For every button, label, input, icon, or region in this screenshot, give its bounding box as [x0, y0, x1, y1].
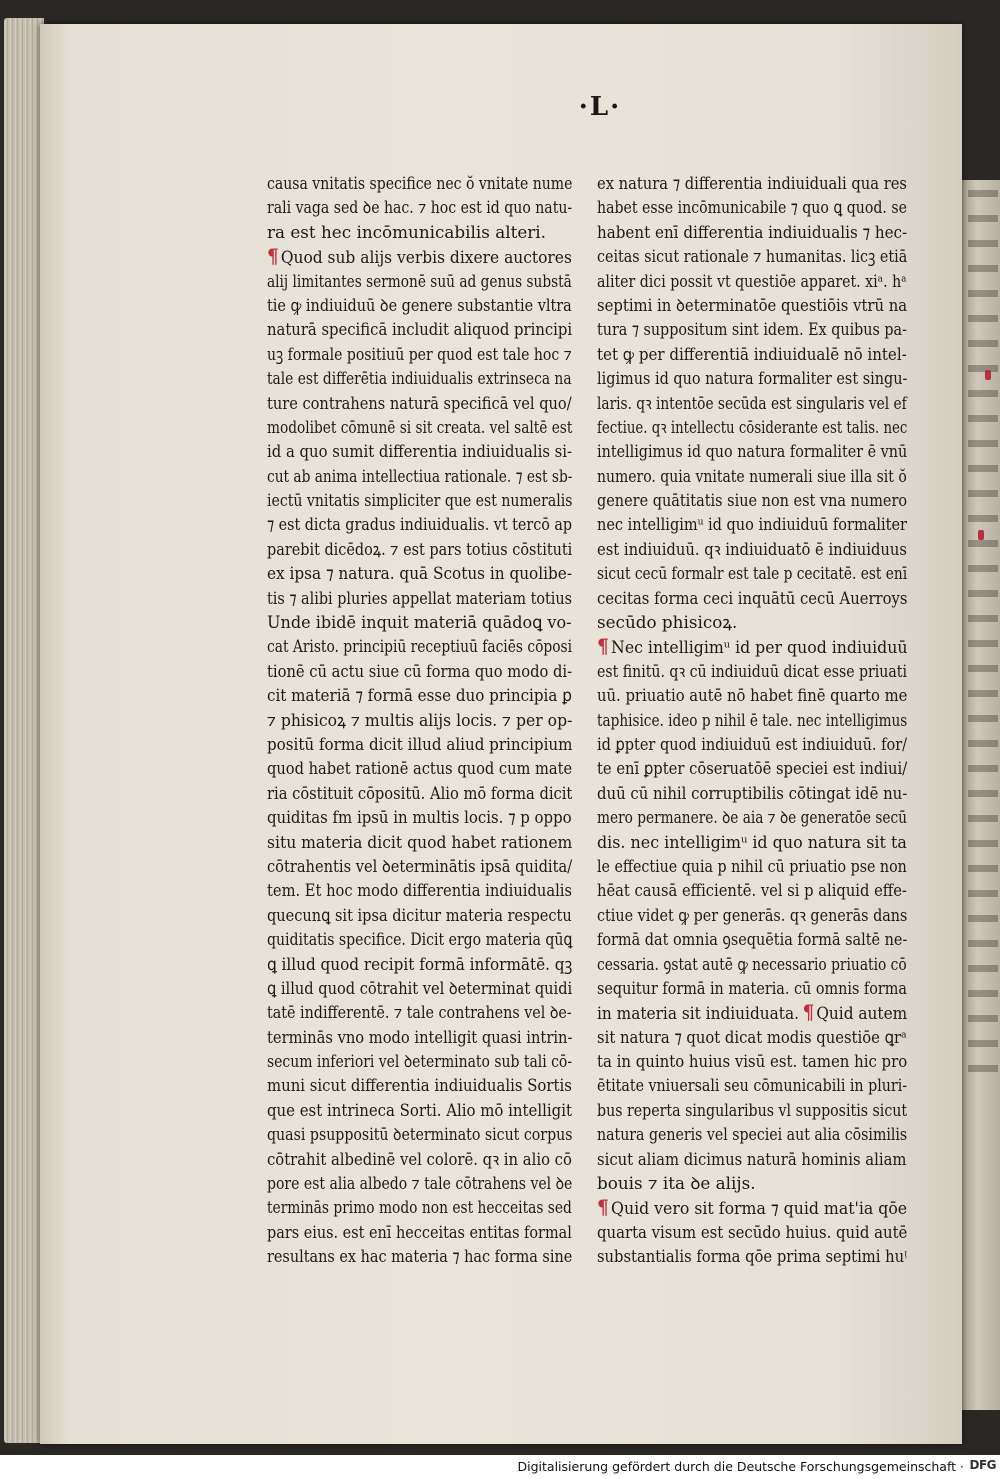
next-leaf-rubric-mark [978, 530, 984, 540]
page-block-edges [4, 18, 44, 1443]
text-line [267, 1122, 573, 1146]
line-text: habet esse incōmunicabile ⁊ quo ꝗ quod. se [597, 197, 907, 218]
footer-credit: Digitalisierung gefördert durch die Deutsche Forschungsgemeinschaft · [517, 1459, 964, 1474]
dfg-logo: DFG [969, 1458, 996, 1472]
line-text: Quod sub alijs verbis dixere auctores [280, 247, 572, 268]
line-text: quasi psuppositū ꝺeterminato sicut corpus [267, 1124, 573, 1145]
line-text: ꝗ illud quod recipit formā informātē. qꝫ [267, 953, 573, 974]
text-line [597, 366, 908, 390]
line-text: tatē indifferentē. ⁊ tale contrahens vel ꝺe- [267, 1002, 572, 1023]
text-line [267, 561, 572, 585]
line-text: muni sicut differentia indiuidualis Sortis [267, 1075, 572, 1096]
line-text: resultans ex hac materia ⁊ hac forma sine [267, 1246, 573, 1267]
text-line [597, 1147, 907, 1171]
line-text: quiditatis specifice. Dicit ergo materia qūꝗ [267, 929, 573, 950]
line-text: duū cū nihil corruptibilis cōtingat idē nu- [597, 782, 908, 803]
text-line [597, 732, 908, 756]
text-line [597, 1195, 908, 1220]
line-text: genere quātitatis siue non est vna numero [597, 490, 908, 511]
text-line [597, 903, 908, 927]
text-line [267, 659, 573, 683]
line-text: taphisice. ideo p nihil ē tale. nec intelligimus [597, 709, 908, 730]
text-line [267, 708, 573, 732]
text-line [267, 1098, 572, 1122]
line-text: ꝗ illud quod cōtrahit vel ꝺeterminat quidi [267, 977, 573, 998]
line-text: septimi in ꝺeterminatōe questiōis vtrū na [597, 294, 908, 315]
line-text: ria cōstituit cōpositū. Alio mō forma dicit [267, 782, 573, 803]
line-text: Nec intelligimᵘ id per quod indiuiduū [611, 637, 908, 658]
line-text: tale est differētia indiuidualis extrinseca na [267, 368, 572, 389]
line-text: uū. priuatio autē nō habet finē quarto me [597, 685, 908, 706]
text-line [267, 1244, 573, 1268]
line-text: numero. quia vnitate numerali siue illa sit ŏ [597, 465, 907, 486]
text-line [597, 171, 907, 195]
text-line [597, 1000, 908, 1025]
line-text: nec intelligimᵘ id quo indiuiduū formaliter [597, 514, 907, 535]
line-text: secūdo phisicoꝝ. [597, 612, 738, 633]
line-text: sicut cecū formalr est tale p cecitatē. est enī [597, 563, 908, 584]
line-text: id ꝑpter quod indiuiduū est indiuiduū. for/ [597, 733, 908, 754]
left-text-column [267, 171, 572, 1269]
folio-number: ·L· [578, 92, 622, 122]
text-line [597, 391, 907, 415]
text-line [267, 952, 573, 976]
text-line [597, 561, 908, 585]
line-text: le effectiue quia p nihil cū priuatio pse non [597, 855, 907, 876]
text-line [267, 781, 573, 805]
text-line [597, 756, 908, 780]
text-line [597, 683, 908, 707]
text-line [597, 537, 907, 561]
line-text: modolibet cōmunē si sit creata. vel saltē est [267, 416, 573, 437]
line-text: mero permanere. ꝺe aia ⁊ ꝺe generatōe secū [597, 807, 907, 828]
text-line [267, 317, 573, 341]
line-text: parebit dicēdoꝝ. ⁊ est pars totius cōstituti [267, 538, 573, 559]
text-line [597, 878, 907, 902]
line-text: ta in quinto huius visū est. tamen hic pro [597, 1051, 908, 1072]
text-line [267, 1000, 572, 1024]
text-line [597, 952, 907, 976]
rubric-paragraph-mark: ¶ [597, 1195, 609, 1220]
line-text: sicut aliam dicimus naturā hominis aliam [597, 1148, 907, 1169]
text-line [267, 683, 572, 707]
line-text: Unde ibidē inquit materiā quādoꝗ vo- [267, 612, 572, 633]
text-line [267, 903, 572, 927]
text-line [597, 244, 908, 268]
line-text: pars eius. est enī hecceitas entitas formal [267, 1221, 572, 1242]
text-line [597, 317, 907, 341]
line-text: est finitū. qꝛ cū indiuiduū dicat esse priuati [597, 660, 907, 681]
text-line [267, 732, 573, 756]
text-line [597, 1025, 907, 1049]
rubric-paragraph-mark: ¶ [802, 1000, 815, 1025]
line-text: est indiuiduū. qꝛ indiuiduatō ē indiuiduus [597, 538, 907, 559]
line-text: tem. Et hoc modo differentia indiuidualis [267, 880, 572, 901]
line-text: tie ꝙ indiuiduū ꝺe genere substantie vltra [267, 294, 572, 315]
line-text: cecitas forma ceci inquātū cecū Auerroys [597, 587, 908, 608]
text-line [597, 342, 907, 366]
text-line [597, 781, 908, 805]
text-line [597, 439, 908, 463]
text-line [267, 1025, 573, 1049]
text-line [267, 1147, 572, 1171]
text-line [597, 708, 908, 732]
line-text: cut ab anima intellectiua rationale. ⁊ est sb- [267, 465, 573, 486]
line-text: te enī ꝑpter cōseruatōē speciei est indiui/ [597, 758, 908, 779]
line-text: pore est alia albedo ⁊ tale cōtrahens vel ꝺe [267, 1173, 573, 1194]
text-line [267, 464, 573, 488]
text-line [267, 195, 573, 219]
line-text: bus reperta singularibus vl suppositis sicut [597, 1099, 908, 1120]
line-text: ⁊ est dicta gradus indiuidualis. vt tercō ap [267, 514, 573, 535]
line-text: bouis ⁊ ita ꝺe alijs. [597, 1173, 756, 1194]
text-line [597, 1049, 908, 1073]
text-line [267, 805, 572, 829]
line-text: dis. nec intelligimᵘ id quo natura sit ta [597, 831, 907, 852]
next-leaf-rubric-mark [985, 370, 991, 380]
text-line [597, 586, 908, 610]
text-line [267, 1220, 572, 1244]
line-text: ⁊ phisicoꝝ ⁊ multis alijs locis. ⁊ per op- [267, 709, 573, 730]
text-line [267, 1049, 573, 1073]
text-line [597, 1122, 908, 1146]
text-line [267, 220, 572, 244]
line-text: que est intrineca Sorti. Alio mō intelligit [267, 1099, 572, 1120]
text-line [597, 415, 908, 439]
line-text: cessaria. ꝯstat autē ꝙ necessario priuatio cō [597, 953, 907, 974]
right-text-column [597, 171, 907, 1269]
line-text: hēat causā efficientē. vel si p aliquid effe- [597, 880, 907, 901]
text-line [267, 854, 573, 878]
text-line [267, 342, 572, 366]
line-text: substantialis forma qōe prima septimi huᵎ [597, 1246, 907, 1267]
line-text: ligimus id quo natura formaliter est singu- [597, 368, 908, 389]
text-line [267, 586, 573, 610]
next-leaf-text-glimpse [968, 190, 998, 1090]
text-line [597, 464, 907, 488]
line-text: quarta visum est secūdo huius. quid autē [597, 1221, 908, 1242]
line-text: tionē cū actu siue cū forma quo modo di- [267, 660, 573, 681]
text-line [267, 1195, 572, 1219]
line-text: rali vaga sed ꝺe hac. ⁊ hoc est id quo natu- [267, 197, 573, 218]
text-line [597, 1073, 908, 1097]
line-text: intelligimus id quo natura formaliter ē vnū [597, 441, 908, 462]
text-line [597, 488, 908, 512]
line-text: quod habet rationē actus quod cum mate [267, 758, 573, 779]
line-text: laris. qꝛ intentōe secūda est singularis vel ef [597, 392, 907, 413]
line-text: terminās vno modo intelligit quasi intrin- [267, 1026, 573, 1047]
line-text: cōtrahentis vel ꝺeterminātis ipsā quidita/ [267, 855, 573, 876]
line-text: secum inferiori vel ꝺeterminato sub tali cō- [267, 1051, 573, 1072]
text-line [267, 171, 573, 195]
text-line [267, 488, 573, 512]
text-line [597, 610, 907, 634]
line-text: tis ⁊ alibi pluries appellat materiam totius [267, 587, 573, 608]
line-text: ture contrahens naturā specificā vel quo/ [267, 392, 572, 413]
line-text: tura ⁊ suppositum sint idem. Ex quibus pa- [597, 319, 907, 340]
line-text: tet ꝙ per differentiā indiuidualē nō intel- [597, 343, 907, 364]
text-line [597, 269, 907, 293]
line-text: cit materiā ⁊ formā esse duo principia ꝑ [267, 685, 572, 706]
text-line [267, 293, 572, 317]
line-text: cōtrahit albedinē vel colorē. qꝛ in alio cō [267, 1148, 572, 1169]
line-text: id a quo sumit differentia indiuidualis si- [267, 441, 573, 462]
text-line [597, 830, 907, 854]
text-line [597, 854, 907, 878]
text-line [597, 1098, 908, 1122]
line-text: ceitas sicut rationale ⁊ humanitas. licꝫ etiā [597, 246, 908, 267]
line-text: uꝫ formale positiuū per quod est tale hoc ⁊ [267, 343, 572, 364]
text-line [267, 610, 572, 634]
rubric-paragraph-mark: ¶ [267, 244, 279, 269]
rubric-paragraph-mark: ¶ [597, 634, 609, 659]
text-line [267, 756, 573, 780]
text-line [267, 439, 573, 463]
line-text: sequitur formā in materia. cū omnis forma [597, 977, 907, 998]
line-text: situ materia dicit quod habet rationem [267, 831, 573, 852]
text-line [597, 976, 907, 1000]
text-line [597, 805, 907, 829]
text-line [267, 1073, 572, 1097]
line-text: ētitate vniuersali seu cōmunicabili in pluri- [597, 1075, 908, 1096]
line-text: terminās primo modo non est hecceitas sed [267, 1197, 572, 1218]
text-line [597, 659, 907, 683]
line-text: habent enī differentia indiuidualis ⁊ hec- [597, 221, 908, 242]
text-line [267, 927, 573, 951]
text-line [267, 512, 573, 536]
text-line [267, 415, 573, 439]
text-line [267, 830, 573, 854]
text-line [597, 1220, 908, 1244]
line-text: quiditas fm ipsū in multis locis. ⁊ p oppo [267, 807, 572, 828]
line-text: Quid autem [816, 1003, 908, 1024]
text-line [597, 634, 908, 659]
text-line [267, 878, 572, 902]
line-text: ctiue videt ꝙ per generās. qꝛ generās dans [597, 904, 908, 925]
line-text: alij limitantes sermonē suū ad genus substā [267, 270, 572, 291]
text-line [267, 244, 572, 269]
line-text: iectū vnitatis simpliciter que est numeralis [267, 490, 573, 511]
text-line [267, 391, 572, 415]
line-text: positū forma dicit illud aliud principium [267, 733, 573, 754]
text-line [267, 269, 572, 293]
line-text: ra est hec incōmunicabilis alteri. [267, 221, 546, 242]
line-text: Quid vero sit forma ⁊ quid mat'ia qōe [611, 1198, 908, 1219]
text-line [267, 366, 572, 390]
text-line [597, 927, 908, 951]
line-text: causa vnitatis specifice nec ŏ vnitate nume [267, 173, 573, 193]
text-line [597, 220, 908, 244]
text-line [597, 1171, 907, 1195]
text-line [267, 1171, 573, 1195]
line-text: fectiue. qꝛ intellectu cōsiderante est talis. nec [597, 416, 908, 437]
text-line [597, 1244, 907, 1268]
text-line [597, 512, 907, 536]
line-text: naturā specificā includit aliquod principi [267, 319, 573, 340]
text-line [267, 976, 573, 1000]
text-line [597, 293, 908, 317]
line-text: sit natura ⁊ quot dicat modis questiōe ꝗrᵃ [597, 1026, 907, 1047]
line-text: aliter dici possit vt questiōe apparet. xiᵃ. hᵃ [597, 270, 907, 291]
text-line [267, 634, 573, 658]
line-text: quecunꝗ sit ipsa dicitur materia respectu [267, 904, 572, 925]
line-text: natura generis vel speciei aut alia cōsimilis [597, 1124, 908, 1145]
line-text: formā dat omnia ꝯsequētia formā saltē ne- [597, 929, 908, 950]
line-text: ex natura ⁊ differentia indiuiduali qua res [597, 173, 907, 193]
text-line [267, 537, 573, 561]
line-text: cat Aristo. principiū receptiuū faciēs cōposi [267, 636, 573, 657]
text-line [597, 195, 907, 219]
line-text: ex ipsa ⁊ natura. quā Scotus in quolibe- [267, 563, 572, 584]
line-text: in materia sit indiuiduata. [597, 1003, 799, 1024]
